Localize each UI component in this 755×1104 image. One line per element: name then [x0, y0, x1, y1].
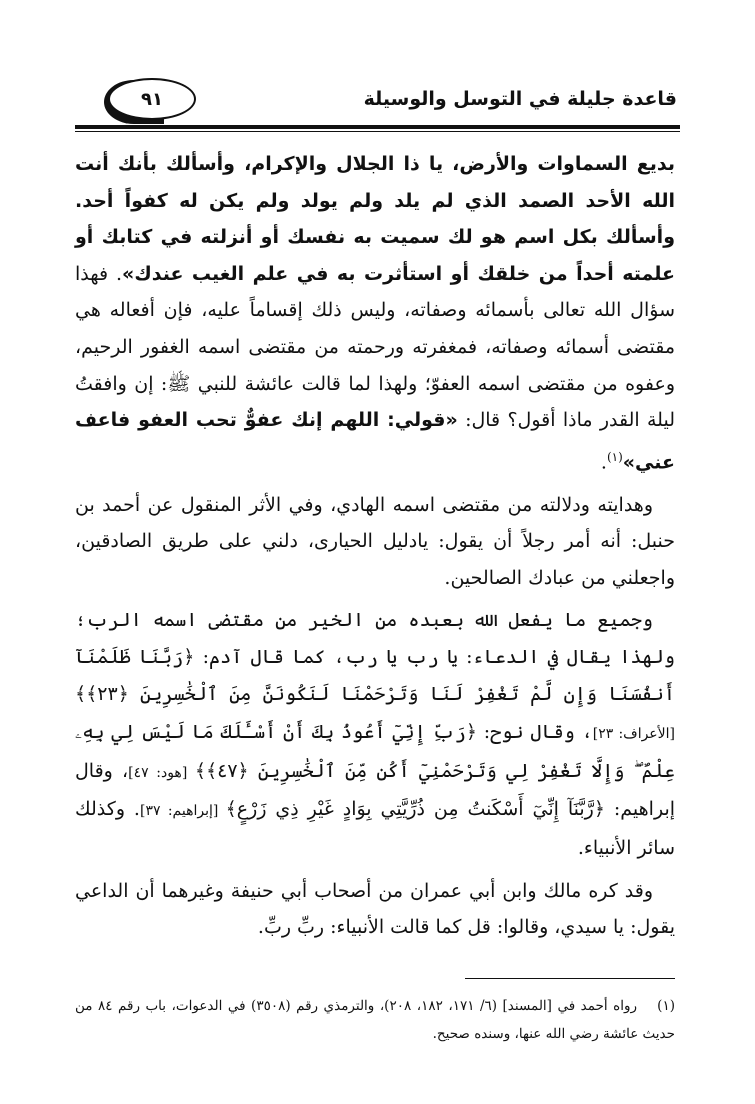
verse-reference: [الأعراف: ٢٣]: [592, 726, 675, 743]
page-number: ٩١: [108, 78, 196, 120]
footnote-text: رواه أحمد في [المسند] (٦/ ١٧١، ١٨٢، ٢٠٨)، والترمذي رقم (٣٥٠٨) في الدعوات، باب رقم ٨٤ من حديث عائشة رضي الله عنها، وسنده صحيح.: [75, 998, 675, 1042]
footnote-separator: [465, 978, 675, 979]
paragraph-2: [75, 487, 675, 597]
body-text-span: .: [600, 451, 607, 474]
quran-verse: ﴿رَبِّ إِنِّيٓ أَعُوذُ بِكَ أَنْ أَسْـَٔلَكَ مَا لَيْسَ لِي بِهِۦ عِلْمٌ ۖ وَإِلَّا تَغْفِرْ لِي وَتَرْحَمْنِيٓ أَكُن مِّنَ ٱلْخَٰسِرِينَ ﴿٤٧﴾﴾: [75, 721, 675, 782]
body-text-span: وجميع ما يفعل الله بعبده من الخير من مقتضى اسمه الرب؛ ولهذا يقال في الدعاء: يا رب يا رب، كما قال آدم:: [75, 609, 675, 669]
hadith-text: بديع السماوات والأرض، يا ذا الجلال والإكرام، وأسألك بأنك أنت الله الأحد الصمد الذي لم يلد ولم يولد ولم يكن له كفواً أحد. وأسألك بكل اسم هو لك سميت به نفسك أو أنزلته في كتابك أو علمته أحداً من خلقك أو استأثرت به في علم الغيب عندك»: [75, 153, 676, 285]
hadith-text: «قولي: اللهم إنك عفوٌّ تحب العفو فاعف عني»: [75, 409, 675, 474]
paragraph-4: [75, 873, 675, 946]
quran-verse: ﴿رَّبَّنَآ إِنِّيٓ أَسْكَنتُ مِن ذُرِّيَّتِي بِوَادٍ غَيْرِ ذِي زَرْعٍ﴾: [225, 798, 605, 821]
verse-reference: [إبراهيم: ٣٧]: [139, 803, 226, 820]
footnote: [75, 992, 675, 1048]
footnote-number: (١): [657, 998, 675, 1014]
verse-reference: [هود: ٤٧]: [128, 764, 195, 781]
header-rule-thick: [75, 125, 680, 129]
main-text: [75, 146, 675, 946]
paragraph-1: [75, 146, 675, 481]
footnote-marker: (١): [606, 449, 623, 464]
body-text-span: ، وقال نوح:: [477, 721, 593, 744]
paragraph-3: [75, 602, 675, 866]
body-text-span: . وكذلك سائر الأنبياء.: [75, 798, 675, 860]
body-text-span: . فهذا سؤال الله تعالى بأسمائه وصفاته، وليس ذلك إقساماً عليه، فإن أفعاله هي مقتضى أسمائه وصفاته، فمغفرته ورحمته من مقتضى اسمه الغفور الرحيم، وعفوه من مقتضى اسمه العفوّ؛ ولهذا لما قالت عائشة للنبي ﷺ: إن وافقتُ ليلة القدر ماذا أقول؟ قال:: [75, 262, 675, 432]
body-text-span: وقد كره مالك وابن أبي عمران من أصحاب أبي حنيفة وغيرهما أن الداعي يقول: يا سيدي، وقالوا: قل كما قالت الأنبياء: ربِّ ربِّ.: [75, 879, 675, 939]
body-text-span: وهدايته ودلالته من مقتضى اسمه الهادي، وفي الأثر المنقول عن أحمد بن حنبل: أنه أمر رجلاً أن يقول: يادليل الحيارى، دلني على طريق الصادقين، واجعلني من عبادك الصالحين.: [75, 493, 675, 589]
header-rule-thin: [75, 131, 680, 132]
quran-verse: ﴿رَبَّنَا ظَلَمْنَآ أَنفُسَنَا وَإِن لَّمْ تَغْفِرْ لَنَا وَتَرْحَمْنَا لَنَكُونَنَّ مِنَ ٱلْخَٰسِرِينَ ﴿٢٣﴾﴾: [75, 646, 675, 705]
body-text-span: ، وقال إبراهيم:: [75, 759, 676, 821]
running-header-title: قاعدة جليلة في التوسل والوسيلة: [363, 88, 677, 110]
